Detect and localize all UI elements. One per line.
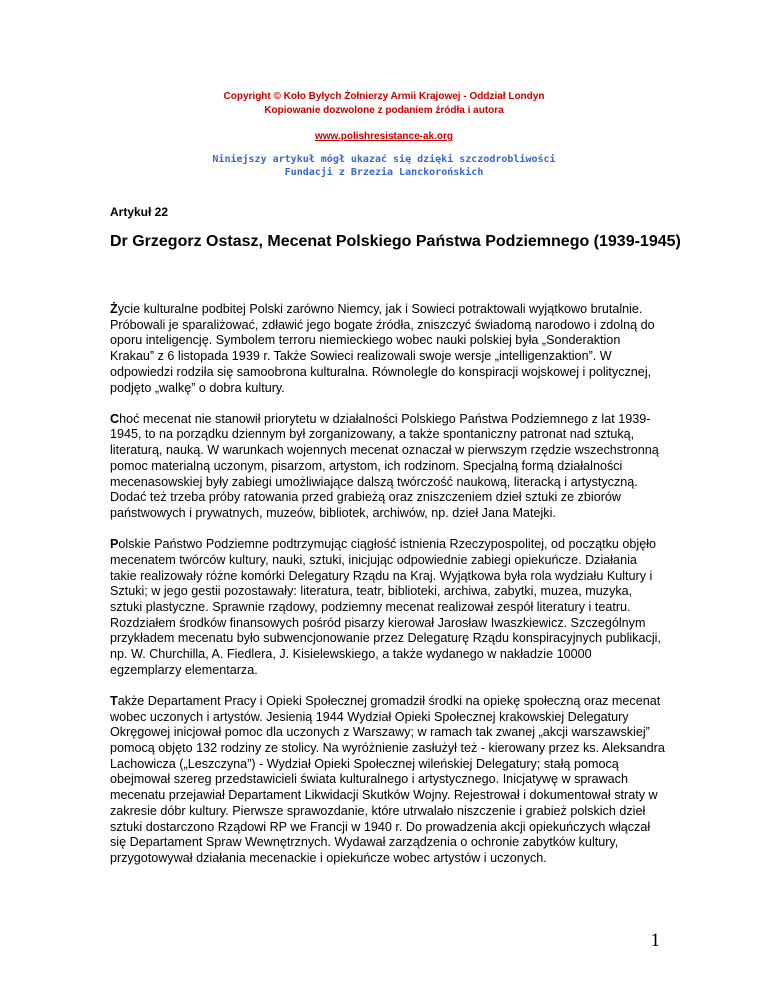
copyright-notice xyxy=(0,90,768,118)
article-number: Artykuł 22 xyxy=(110,205,169,219)
paragraph-text: olskie Państwo Podziemne podtrzymując ciągłość istnienia Rzeczypospolitej, od początku objęło mecenatem twórców kultury, nauki, sztuki, inicjując odpowiednie zabiegi opiekuńcze. Działania takie realizowały różne komórki Delegatury Rządu na Kraj. Wyjątkowa była rola wydziału Kultury i Sztuki; w jego gestii pozostawały: literatura, teatr, biblioteki, archiwa, zabytki, muzea, muzyka, sztuki plastyczne. Sprawnie rządowy, podziemny mecenat realizował zespół literatury i teatru. Rozdziałem środków finansowych pośród pisarzy kierował Jarosław Iwaszkiewicz. Szczególnym przykładem mecenatu było subwencjonowanie przez Delegaturę Rządu konspiracyjnych publikacji, np. W. Churchilla, A. Fiedlera, J. Kisielewskiego, a także wydanego w nakładzie 10000 egzemplarzy elementarza. xyxy=(110,537,661,677)
paragraph xyxy=(110,537,666,678)
paragraph-initial: C xyxy=(110,411,120,426)
paragraph xyxy=(110,694,666,867)
paragraph-initial: P xyxy=(110,537,119,552)
sponsor-line-1: Niniejszy artykuł mógł ukazać się dzięki szczodrobliwości xyxy=(212,154,556,165)
paragraph-text: akże Departament Pracy i Opieki Społecznej gromadził środki na opiekę społeczną oraz mecenat wobec uczonych i artystów. Jesienią 1944 Wydział Opieki Społecznej krakowskiej Delegatury Okręgowej inicjował pomoc dla uczonych z Warszawy; w ramach tak zwanej „akcji warszawskiej” pomocą objęto 132 rodziny ze stolicy. Na wyróżnienie zasłużył też - kierowany przez ks. Aleksandra Lachowicza („Leszczyna”) - Wydział Opieki Społecznej wileńskiej Delegatury; stałą pomocą obejmował szereg przedstawicieli świata kulturalnego i artystycznego. Inicjatywę w sprawach mecenatu przejawiał Departament Likwidacji Skutków Wojny. Rejestrował i dokumentował straty w zakresie dóbr kultury. Pierwsze sprawozdanie, które utrwalało niszczenie i grabież polskich dzieł sztuki dostarczono Rządowi RP we Francji w 1940 r. Do prowadzenia akcji opiekuńczych włączał się Departament Spraw Wewnętrznych. Wydawał zarządzenia o ochronie zabytków kultury, przygotowywał działania mecenackie i opiekuńcze wobec artystów i uczonych. xyxy=(110,693,665,865)
website-link[interactable]: www.polishresistance-ak.org xyxy=(314,131,453,142)
sponsor-notice xyxy=(0,153,768,179)
page-number: 1 xyxy=(650,930,660,951)
paragraph xyxy=(110,302,666,396)
paragraph-text: hoć mecenat nie stanowił priorytetu w działalności Polskiego Państwa Podziemnego z lat 1939-1945, to na porządku dziennym był zorganizowany, a także spontaniczny patronat nad sztuką, literaturą, nauką. W warunkach wojennych mecenat oznaczał w pierwszym rzędzie wszechstronną pomoc materialną uczonym, pisarzom, artystom, ich rodzinom. Specjalną formą działalności mecenasowskiej były zabiegi umożliwiające dalszą twórczość naukową, literacką i artystyczną. Dodać też trzeba próby ratowania przed grabieżą oraz zniszczeniem dzieł sztuki ze zbiorów państwowych i prywatnych, muzeów, bibliotek, archiwów, np. dzieł Jana Matejki. xyxy=(110,411,659,520)
sponsor-line-2: Fundacji z Brzezia Lanckorońskich xyxy=(284,167,484,178)
paragraph xyxy=(110,412,666,522)
website-block xyxy=(0,130,768,143)
paragraph-initial: Ż xyxy=(110,302,118,316)
paragraph-initial: T xyxy=(110,693,118,708)
permission-line: Kopiowanie dozwolone z podaniem źródła i autora xyxy=(264,105,504,116)
article-body xyxy=(110,302,666,882)
copyright-line: Copyright © Koło Byłych Żołnierzy Armii Krajowej - Oddział Londyn xyxy=(223,91,545,102)
paragraph-text: ycie kulturalne podbitej Polski zarówno Niemcy, jak i Sowieci potraktowali wyjątkowo brutalnie. Próbowali je sparaliżować, zdławić jego bogate źródła, zniszczyć świadomą narodowo i zdolną do oporu inteligencję. Symbolem terroru niemieckiego wobec nauki polskiej była „Sonderaktion Krakau” z 6 listopada 1939 r. Także Sowieci realizowali swoje wersje „intelligenzaktion”. W odpowiedzi rodziła się samoobrona kulturalna. Równolegle do konspiracji wojskowej i politycznej, podjęto „walkę” o dobra kultury. xyxy=(110,302,655,395)
article-title: Dr Grzegorz Ostasz, Mecenat Polskiego Państwa Podziemnego (1939-1945) xyxy=(110,233,681,250)
